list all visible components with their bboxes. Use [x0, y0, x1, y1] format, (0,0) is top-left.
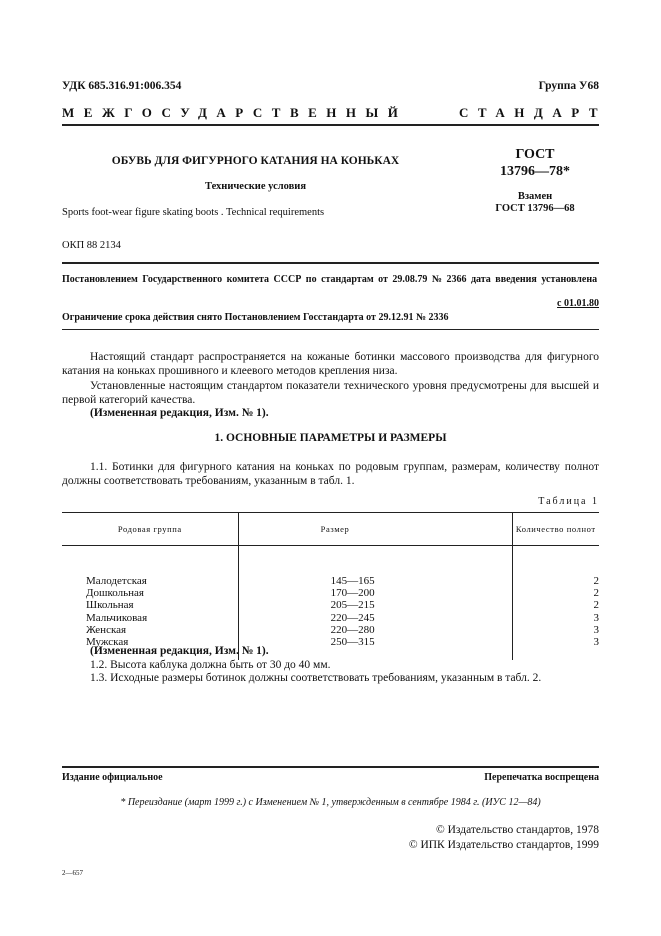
standard-banner — [62, 105, 607, 121]
cell-fullness: 2 — [593, 587, 599, 600]
cell-size: 145—165 — [238, 546, 512, 588]
limitation-text: Ограничение срока действия снято Постановлением Госстандарта от 29.12.91 № 2336 — [62, 312, 449, 323]
cell-group: Малодетская — [62, 546, 238, 588]
cell-group: Мужская — [62, 636, 238, 660]
gost-block — [485, 146, 585, 215]
banner-left: МЕЖГОСУДАРСТВЕННЫЙ — [62, 105, 408, 120]
official-edition: Издание официальное — [62, 772, 163, 783]
copyright-1999: © ИПК Издательство стандартов, 1999 — [408, 839, 599, 851]
cell-size: 170—200 — [238, 587, 512, 599]
group-code: Группа У68 — [538, 80, 599, 92]
footer-rule — [62, 766, 599, 768]
cell-group: Дошкольная — [62, 587, 238, 599]
cell-fullness: 3 — [593, 623, 599, 636]
reprint-notice: Перепечатка воспрещена — [484, 772, 599, 783]
table-row — [62, 599, 599, 611]
introduction-date: с 01.01.80 — [557, 298, 599, 309]
intro-paragraph-1: Настоящий стандарт распространяется на кожаные ботинки массового производства для фигурного катания на коньках прошивного и клеевого методов крепления низа. — [62, 351, 599, 377]
banner-right: СТАНДАРТ — [458, 105, 607, 120]
gost-number: 13796—78* — [500, 164, 570, 179]
cell-fullness: 3 — [593, 636, 599, 649]
reissue-note: * Переиздание (март 1999 г.) с Изменением № 1, утвержденным в сентябре 1984 г. (ИУС 12—84) — [120, 797, 541, 808]
column-header-size: Размер — [238, 513, 512, 546]
table-row — [62, 546, 599, 588]
document-subtitle: Технические условия — [204, 181, 307, 192]
table-row — [62, 624, 599, 636]
cell-fullness: 2 — [593, 599, 599, 612]
table-row — [62, 612, 599, 624]
table-amendment: (Измененная редакция, Изм. № 1). — [90, 645, 269, 657]
intro-block — [62, 351, 599, 421]
decree-rule — [62, 329, 599, 330]
table-caption: Таблица 1 — [538, 496, 599, 507]
print-code: 2—657 — [62, 869, 83, 877]
cell-size: 250—315 — [238, 636, 512, 660]
cell-group: Школьная — [62, 599, 238, 611]
column-header-group: Родовая группа — [62, 513, 238, 546]
clause-1-2: 1.2. Высота каблука должна быть от 30 до 40 мм. — [90, 658, 331, 671]
table-row — [62, 587, 599, 599]
clause-1-3: 1.3. Исходные размеры ботинок должны соответствовать требованиям, указанным в табл. 2. — [90, 672, 542, 685]
footer-row — [62, 772, 599, 783]
okp-rule — [62, 262, 599, 264]
cell-group: Мальчиковая — [62, 612, 238, 624]
cell-group: Женская — [62, 624, 238, 636]
cell-size: 205—215 — [238, 599, 512, 611]
cell-fullness: 2 — [593, 575, 599, 587]
intro-amendment: (Измененная редакция, Изм. № 1). — [90, 407, 269, 420]
copyright-1978: © Издательство стандартов, 1978 — [435, 824, 599, 836]
table-1 — [62, 512, 599, 660]
intro-paragraph-2: Установленные настоящим стандартом показатели технического уровня предусмотрены для высшей и первой категорий качества. — [62, 380, 599, 406]
okp-code: ОКП 88 2134 — [62, 240, 121, 251]
replaces-label: Взамен — [517, 191, 553, 202]
clause-1-1: 1.1. Ботинки для фигурного катания на коньках по родовым группам, размерам, количеству полнот должны соответствовать требованиям, указанным в табл. 1. — [62, 461, 599, 487]
banner-rule — [62, 124, 599, 126]
english-title: Sports foot-wear figure skating boots . Technical requirements — [62, 207, 325, 218]
gost-label: ГОСТ — [515, 147, 555, 162]
copyright-block — [409, 823, 599, 853]
cell-size: 220—280 — [238, 624, 512, 636]
post-table-block — [62, 645, 599, 686]
replaces-gost: ГОСТ 13796—68 — [495, 203, 575, 214]
section-heading: 1. ОСНОВНЫЕ ПАРАМЕТРЫ И РАЗМЕРЫ — [214, 432, 447, 444]
cell-size: 220—245 — [238, 612, 512, 624]
udk-code: УДК 685.316.91:006.354 — [62, 80, 182, 92]
header-row — [62, 80, 599, 92]
cell-fullness: 3 — [593, 611, 599, 624]
column-header-fullness: Количество полнот — [515, 524, 596, 534]
document-title: ОБУВЬ ДЛЯ ФИГУРНОГО КАТАНИЯ НА КОНЬКАХ — [111, 155, 400, 167]
decree-text: Постановлением Государственного комитета СССР по стандартам от 29.08.79 № 2366 дата введения установлена — [62, 274, 598, 285]
